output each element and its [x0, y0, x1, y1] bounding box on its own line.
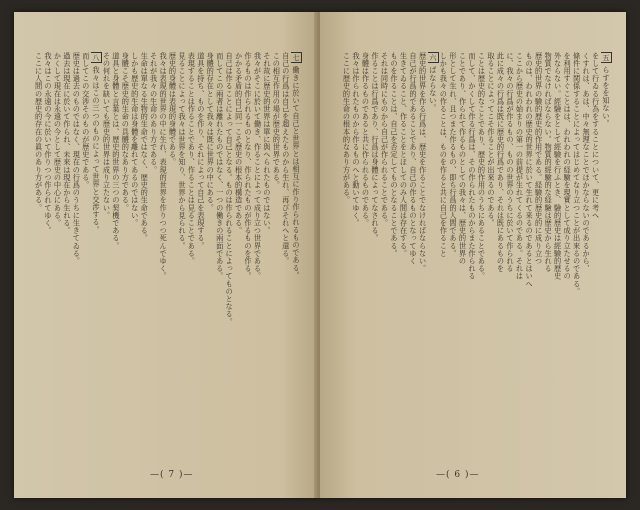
text-line: 我々は作られたものから作るものへと動いてゆく。: [351, 52, 361, 227]
text-column: [525, 52, 535, 452]
left-page: [14, 12, 318, 498]
text-line: 道具を持ち、ものを作り、それによって自己を表現する。: [196, 52, 206, 250]
text-column: [477, 52, 487, 452]
text-line: 歴史は過去のものではなく、現在の行爲のうちに生きてゐる。: [72, 52, 82, 265]
section-marker: 六: [428, 52, 439, 63]
text-line: 過去は現在に於いて作られ、未來は現在から生れる。: [62, 52, 72, 235]
text-column: [418, 52, 428, 452]
text-line: 外ならない。經驗をとして經驗を行ふとき、驗的歴史は經驗的歴史: [553, 52, 563, 280]
text-column: [206, 52, 215, 452]
text-line: しかも歴史的生命は身體を離れてあるのではない。: [130, 52, 140, 227]
text-column: [370, 52, 380, 452]
text-column: [563, 52, 573, 452]
text-column: [272, 52, 281, 452]
text-line: 働きに於いて自己と世界とは相互に作り作られるものである。: [292, 66, 301, 280]
right-page: [320, 12, 626, 498]
text-line: をして行ゐる行為をすることについて、更に考へ: [591, 52, 601, 220]
text-column: [34, 52, 43, 452]
text-line: 我々は表現的世界の中に生れ、表現的世界を作りつつ死んでゆく。: [159, 52, 169, 280]
text-line: 物質でなければならない。物質的經驗的な経驗は歴史から生れる: [544, 52, 554, 273]
text-line: 作ることは行爲であり、行爲は身體によってなされる。: [370, 52, 380, 242]
text-line: 我々がそこに於いて働き、作ることによって成り立つ世界である。: [253, 52, 263, 280]
text-line: 道具と身體と言葉とは、歴史的世界の三つの契機である。: [111, 52, 121, 250]
text-line: に、我々の行爲が作るもの、ものの世界のうちに於いて作られる: [506, 52, 516, 273]
text-line: 身體的存在として我々は既に世界の中にある。: [206, 52, 216, 212]
book-spread: [14, 12, 626, 498]
text-line: しかも我々の作ることは、ものを作ると共に自己を作ること: [439, 52, 449, 258]
text-column: [121, 52, 130, 452]
text-line: ここに人間の歴史的存在の眞のあり方がある。: [34, 52, 44, 212]
text-column: [506, 52, 516, 452]
text-line: くすれは、あは、中々無理なことでほかならないのであるから、: [582, 52, 592, 273]
text-column: [178, 52, 187, 452]
text-column: [467, 52, 477, 452]
text-column: [496, 52, 506, 452]
text-column: [234, 52, 243, 452]
text-column: [291, 52, 302, 452]
text-column: [244, 52, 253, 452]
text-column: [351, 52, 361, 452]
text-column: [81, 52, 90, 452]
text-column: [601, 52, 612, 452]
text-column: [62, 52, 71, 452]
text-line: 而してこの交渉そのものが歴史である。: [81, 52, 91, 189]
text-line: 歴史的世界の驗的歴史的作用である。経驗的歴史的に成り立つ: [534, 52, 544, 265]
text-line: ここから歴史の始まりの第一の前提が生れてくるのである。それは: [515, 52, 525, 280]
text-column: [486, 52, 496, 452]
text-line: 自己の行爲は自己を超えたものから生れ、再びそれへと還る。: [281, 52, 291, 265]
text-column: [253, 52, 262, 452]
text-column: [591, 52, 601, 452]
text-column: [361, 52, 371, 452]
text-line: 而して、かくして作る行爲は、その作られたものからまた作られる: [467, 52, 477, 280]
text-column: [399, 52, 409, 452]
text-column: [380, 52, 390, 452]
text-line: 歴史的身體は表現的身體である。: [168, 52, 178, 166]
text-line: ものを作ることは、自己を否定してものとなることである。: [390, 52, 399, 258]
text-line: それ故に歴史的世界は單に與へられたものではない。: [262, 52, 272, 235]
text-line: 形として生れ、且つまた作るもの、即ち行爲的人間である。: [448, 52, 458, 258]
text-column: [515, 52, 525, 452]
text-column: [225, 52, 234, 452]
text-column: [281, 52, 290, 452]
text-line: ことは歴史的なことであり、歴史的作用のうちにあることである。: [477, 52, 487, 280]
text-column: [72, 52, 81, 452]
text-column: [389, 52, 399, 452]
left-page-number: —( 7 )—: [150, 470, 194, 480]
text-line: 歴史的世界を作る行爲は、歴史を作ることでなければならない。: [418, 52, 428, 273]
text-column: [534, 52, 544, 452]
text-line: その何れを缺いても歴史的世界は成り立たない。: [102, 52, 112, 220]
text-column: [140, 52, 149, 452]
text-line: 身體は作るものであると共に作られるものである。: [361, 52, 371, 227]
text-column: [409, 52, 419, 452]
text-column: [544, 52, 554, 452]
text-column: [262, 52, 271, 452]
text-column: [572, 52, 582, 452]
text-column: [458, 52, 468, 452]
text-column: [44, 52, 53, 452]
text-line: 條件に関係することによってはじめてなり立つことが出來るのである。: [572, 52, 582, 296]
text-line: 而してこの兩者は離れたものではなく、一つの働きの兩面である。: [215, 52, 225, 280]
text-line: この相互作用の場が歴史的世界である。: [272, 52, 282, 189]
text-column: [102, 52, 111, 452]
text-line: ものは、われわれの歴史的世界に於いて生れて来るのであるとはいへ: [525, 52, 535, 288]
text-column: [187, 52, 196, 452]
text-column: [553, 52, 563, 452]
text-line: かくして現在は永遠の今として歴史の中心にある。: [53, 52, 63, 227]
text-column: [149, 52, 158, 452]
text-column: [582, 52, 592, 452]
text-column: [215, 52, 224, 452]
text-line: 見ることによって我々は世界を知り、世界から見られる。: [177, 52, 187, 250]
text-line: 我々はこの三つのものによって世界と交渉する。: [92, 66, 101, 234]
text-line: 身體こそ歴史的生命の具體的なあり方である。: [121, 52, 131, 212]
right-page-number: —( 6 )—: [436, 470, 480, 480]
text-column: [196, 52, 205, 452]
text-line: 此に成々の行爲は既に歴史的行爲であり、それは既にあるものを: [496, 52, 506, 273]
text-column: [448, 52, 458, 452]
left-page-text: [34, 52, 302, 452]
text-column: [130, 52, 139, 452]
text-line: らすをを知ない。: [602, 66, 611, 128]
text-line: 生きてゐること、作ることをとほしてのみ人間は存在する。: [399, 52, 409, 258]
text-line: かかる矛盾的自己同一こそ歴史の根本的構造である。: [234, 52, 244, 235]
text-column: [91, 52, 102, 452]
text-line: ばならない。: [428, 66, 438, 113]
section-marker: 八: [91, 52, 102, 63]
text-line: 表現することは作ることであり、作ることは見ることである。: [187, 52, 197, 265]
text-line: 生命は單なる生物的生命ではなく、歴史的生命である。: [140, 52, 150, 242]
text-column: [111, 52, 120, 452]
text-column: [439, 52, 449, 452]
text-column: [159, 52, 168, 452]
section-marker: 七: [291, 52, 302, 63]
text-line: 自己が行爲的であることであり、自己の作るものとなってゆく: [409, 52, 419, 265]
text-line: ことであり、作られて作るものとしての我々は、歴史的世界の: [458, 52, 468, 265]
text-line: を利用すぐことはは、われわれの経驗を現實として成り立たせるの: [563, 52, 573, 280]
text-line: それが我々の生命のあり方である。: [149, 52, 159, 174]
text-column: [342, 52, 352, 452]
text-line: 我々はこの永遠の今に於いて作りつつ作られてゆく。: [44, 52, 53, 235]
text-column: [53, 52, 62, 452]
text-column: [428, 52, 439, 452]
right-page-text: [342, 52, 612, 452]
text-line: それは同時にものから自己が作られることである。: [380, 52, 390, 227]
text-line: 取ることによってこそ作ることが出來るのである。: [486, 52, 496, 227]
section-marker: 五: [601, 52, 612, 63]
text-line: 自己は作ることによって自己となる。ものは作られることによってものとなる。: [225, 52, 235, 326]
text-line: 作るものは作られるものとなり、作られたものが作るものを作る。: [244, 52, 253, 280]
text-line: ここに歴史的生命の根本的なあり方がある。: [342, 52, 352, 204]
text-column: [168, 52, 177, 452]
